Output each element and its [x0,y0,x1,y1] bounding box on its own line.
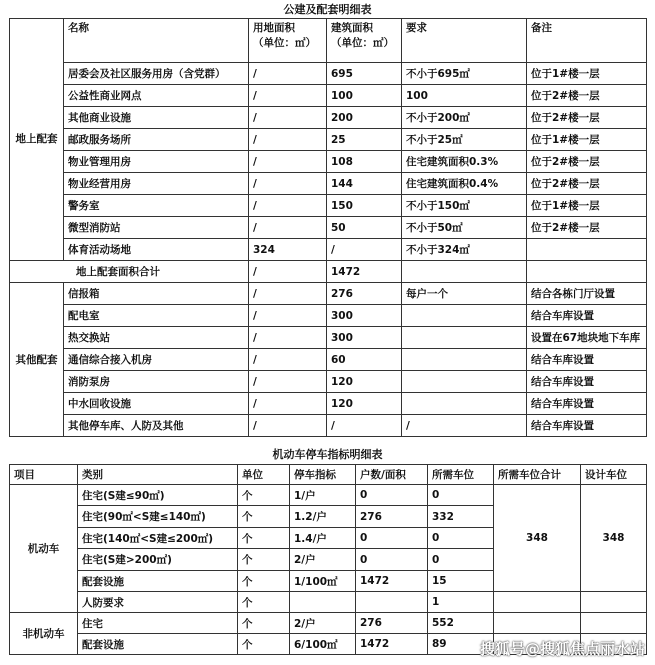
cell-note [527,239,647,261]
cell-index [290,592,356,613]
cell-index: 1/100㎡ [290,571,356,592]
table-row [10,349,647,371]
cell-required: 0 [428,549,494,571]
cell-land-area: / [249,393,327,415]
group-label-nonmotor: 非机动车 [10,613,78,655]
cell-index: 1/户 [290,485,356,506]
cell-land-area: / [249,305,327,327]
cell-land-area: 324 [249,239,327,261]
cell-build-area: 108 [327,151,402,173]
cell-note: 结合车库设置 [527,371,647,393]
table-row [10,239,647,261]
cell-name: 中水回收设施 [64,393,249,415]
table2-header-row [10,465,647,485]
table-row [10,305,647,327]
watermark: 搜狐号@搜狐焦点丽水站 [479,640,645,658]
cell-unit: 个 [238,592,290,613]
cell-requirement [402,305,527,327]
cell-households: 0 [356,549,428,571]
cell-requirement [402,349,527,371]
table-row [10,151,647,173]
cell-households [356,592,428,613]
cell-unit: 个 [238,506,290,528]
subtotal-build-area: 1472 [327,261,402,283]
cell-requirement: / [402,415,527,437]
cell-required: 552 [428,613,494,634]
table-row [10,85,647,107]
subtotal-land-area: / [249,261,327,283]
subtotal-row [10,261,647,283]
cell-households: 0 [356,485,428,506]
public-facilities-table [9,18,647,437]
cell-unit: 个 [238,485,290,506]
cell-land-area: / [249,327,327,349]
cell-type: 人防要求 [78,592,238,613]
cell-note: 位于1#楼一层 [527,63,647,85]
group-label-other: 其他配套 [10,283,64,437]
cell-households: 276 [356,613,428,634]
table-row [10,173,647,195]
table-row [10,415,647,437]
cell-requirement: 不小于50㎡ [402,217,527,239]
cell-index: 2/户 [290,549,356,571]
table1-title: 公建及配套明细表 [283,3,372,16]
cell-requirement: 不小于200㎡ [402,107,527,129]
cell-name: 邮政服务场所 [64,129,249,151]
table-row [10,107,647,129]
cell-note: 结合车库设置 [527,415,647,437]
cell-required: 1 [428,592,494,613]
cell-households: 1472 [356,571,428,592]
table-row [10,371,647,393]
cell-note: 结合车库设置 [527,305,647,327]
cell-name: 消防泵房 [64,371,249,393]
cell-note: 位于1#楼一层 [527,195,647,217]
header-note: 备注 [527,19,647,63]
cell-build-area: 200 [327,107,402,129]
cell-required: 0 [428,485,494,506]
cell-requirement: 不小于324㎡ [402,239,527,261]
cell-build-area: 150 [327,195,402,217]
cell-name: 信报箱 [64,283,249,305]
cell-type: 住宅(S建>200㎡) [78,549,238,571]
motor-required-total: 348 [494,485,581,592]
cell-name: 热交换站 [64,327,249,349]
header-land-area: 用地面积 （单位：㎡） [249,19,327,63]
cell-requirement: 100 [402,85,527,107]
header-name: 名称 [64,19,249,63]
cell-unit: 个 [238,549,290,571]
cell-requirement: 不小于25㎡ [402,129,527,151]
subtotal-label: 地上配套面积合计 [10,261,249,283]
cell-name: 通信综合接入机房 [64,349,249,371]
table-row [10,592,647,613]
cell-unit: 个 [238,571,290,592]
subtotal-requirement [402,261,527,283]
cell-requirement: 每户一个 [402,283,527,305]
cell-build-area: 695 [327,63,402,85]
parking-index-table [9,464,647,655]
cell-name: 微型消防站 [64,217,249,239]
cell-required: 89 [428,634,494,655]
cell-build-area: / [327,415,402,437]
cell-note: 结合各栋门厅设置 [527,283,647,305]
cell-unit: 个 [238,528,290,549]
cell-build-area: 100 [327,85,402,107]
table-row [10,485,647,506]
cell-name: 其他停车库、人防及其他 [64,415,249,437]
cell-unit: 个 [238,613,290,634]
table2-title: 机动车停车指标明细表 [272,448,383,461]
cell-requirement: 住宅建筑面积0.3% [402,151,527,173]
cell-build-area: 144 [327,173,402,195]
cell-requirement [402,393,527,415]
header-required-total: 所需车位合计 [494,465,581,485]
cell-note: 结合车库设置 [527,349,647,371]
cell-note: 设置在67地块地下车库 [527,327,647,349]
cell-land-area: / [249,63,327,85]
cell-required: 15 [428,571,494,592]
header-designed: 设计车位 [581,465,647,485]
cell-build-area: 300 [327,327,402,349]
cell-build-area: 50 [327,217,402,239]
cell-land-area: / [249,85,327,107]
header-type: 类别 [78,465,238,485]
cell-land-area: / [249,283,327,305]
cell-build-area: / [327,239,402,261]
header-requirement: 要求 [402,19,527,63]
cell-note: 位于2#楼一层 [527,217,647,239]
cell-required: 0 [428,528,494,549]
cell-note: 位于1#楼一层 [527,129,647,151]
cell-name: 物业经营用房 [64,173,249,195]
group-label-above-ground: 地上配套 [10,19,64,261]
empty-cell [494,613,581,634]
cell-index: 2/户 [290,613,356,634]
table-row [10,129,647,151]
cell-build-area: 300 [327,305,402,327]
header-index: 停车指标 [290,465,356,485]
cell-type: 住宅 [78,613,238,634]
cell-required: 332 [428,506,494,528]
cell-requirement [402,327,527,349]
table-row [10,195,647,217]
cell-build-area: 60 [327,349,402,371]
empty-cell [494,592,581,613]
cell-type: 配套设施 [78,634,238,655]
cell-note: 位于2#楼一层 [527,173,647,195]
cell-requirement: 住宅建筑面积0.4% [402,173,527,195]
cell-note: 位于2#楼一层 [527,151,647,173]
table-row [10,217,647,239]
subtotal-note [527,261,647,283]
cell-index: 1.2/户 [290,506,356,528]
cell-name: 居委会及社区服务用房（含党群） [64,63,249,85]
empty-cell [581,592,647,613]
cell-note: 位于2#楼一层 [527,85,647,107]
cell-build-area: 120 [327,371,402,393]
cell-index: 6/100㎡ [290,634,356,655]
header-unit: 单位 [238,465,290,485]
cell-requirement: 不小于150㎡ [402,195,527,217]
cell-type: 配套设施 [78,571,238,592]
cell-type: 住宅(140㎡<S建≤200㎡) [78,528,238,549]
header-build-area: 建筑面积 （单位：㎡） [327,19,402,63]
motor-designed: 348 [581,485,647,592]
cell-land-area: / [249,415,327,437]
header-required: 所需车位 [428,465,494,485]
cell-build-area: 120 [327,393,402,415]
cell-land-area: / [249,195,327,217]
table-row [10,327,647,349]
cell-land-area: / [249,371,327,393]
cell-name: 警务室 [64,195,249,217]
cell-households: 0 [356,528,428,549]
cell-unit: 个 [238,634,290,655]
cell-households: 276 [356,506,428,528]
cell-households: 1472 [356,634,428,655]
cell-land-area: / [249,151,327,173]
cell-land-area: / [249,129,327,151]
table1-header-row [10,19,647,63]
cell-name: 物业管理用房 [64,151,249,173]
cell-build-area: 276 [327,283,402,305]
cell-build-area: 25 [327,129,402,151]
cell-type: 住宅(90㎡<S建≤140㎡) [78,506,238,528]
cell-land-area: / [249,349,327,371]
table-row [10,393,647,415]
cell-land-area: / [249,173,327,195]
header-item: 项目 [10,465,78,485]
cell-name: 公益性商业网点 [64,85,249,107]
group-label-motor: 机动车 [10,485,78,613]
cell-land-area: / [249,217,327,239]
cell-name: 其他商业设施 [64,107,249,129]
cell-note: 结合车库设置 [527,393,647,415]
header-households: 户数/面积 [356,465,428,485]
cell-requirement [402,371,527,393]
cell-index: 1.4/户 [290,528,356,549]
table-row [10,613,647,634]
table-row [10,63,647,85]
cell-name: 配电室 [64,305,249,327]
empty-cell [581,613,647,634]
cell-name: 体育活动场地 [64,239,249,261]
cell-note: 位于2#楼一层 [527,107,647,129]
cell-type: 住宅(S建≤90㎡) [78,485,238,506]
cell-requirement: 不小于695㎡ [402,63,527,85]
cell-land-area: / [249,107,327,129]
table-row [10,283,647,305]
